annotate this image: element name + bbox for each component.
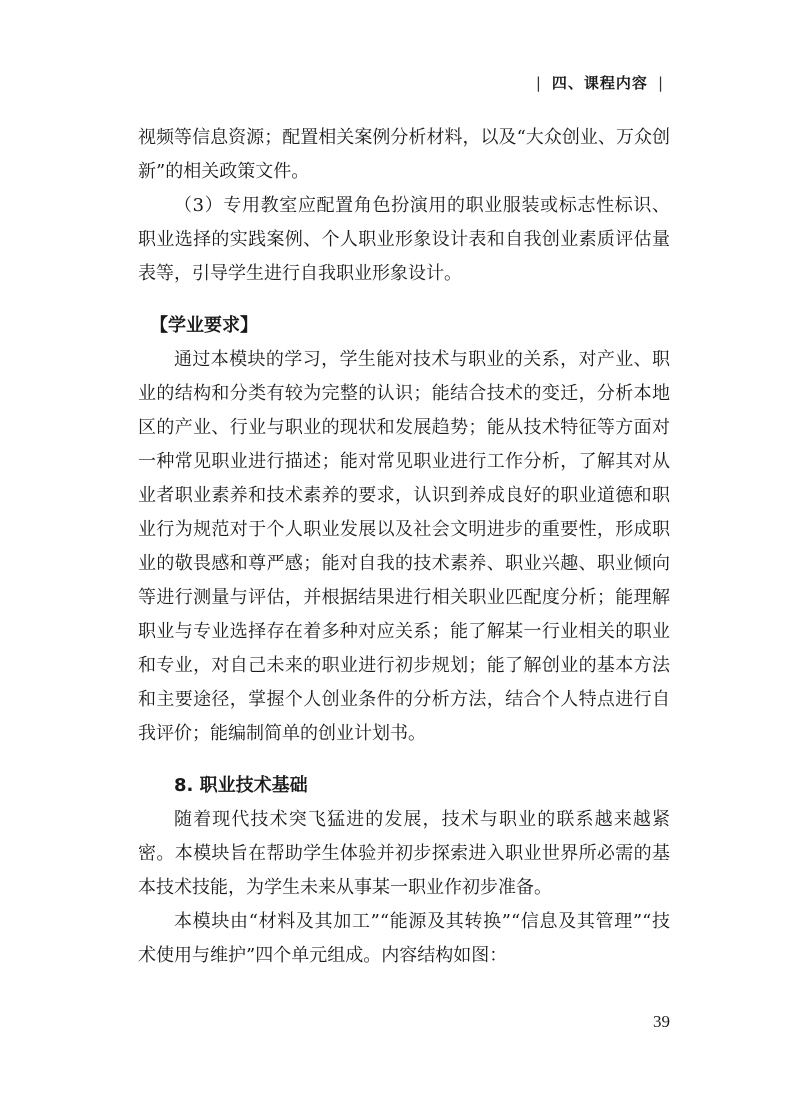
paragraph-module-intro: 随着现代技术突飞猛进的发展，技术与职业的联系越来越紧密。本模块旨在帮助学生体验并初步探索进入职业世界所必需的基本技术技能，为学生未来从事某一职业作初步准备。 [138,809,670,898]
page-body [138,121,670,973]
header-bar-left: | [535,74,542,92]
header-bar-right: | [657,74,664,92]
paragraph-classroom-config: （3）专用教室应配置角色扮演用的职业服装或标志性标识、职业选择的实践案例、个人职业形象设计表和自我创业素质评估量表等，引导学生进行自我职业形象设计。 [138,195,670,284]
heading-academic-requirements: 【学业要求】 [150,315,258,336]
page-number: 39 [653,1012,670,1031]
paragraph-resources-continued: 视频等信息资源；配置相关案例分析材料，以及“大众创业、万众创新”的相关政策文件。 [138,127,670,182]
paragraph-academic-requirements: 通过本模块的学习，学生能对技术与职业的关系，对产业、职业的结构和分类有较为完整的认识；能结合技术的变迁，分析本地区的产业、行业与职业的现状和发展趋势；能从技术特征等方面对一种常见职业进行描述；能对常见职业进行工作分析，了解其对从业者职业素养和技术素养的要求，认识到养成良好的职业道德和职业行为规范对于个人职业发展以及社会文明进步的重要性，形成职业的敬畏感和尊严感；能对自我的技术素养、职业兴趣、职业倾向等进行测量与评估，并根据结果进行相关职业匹配度分析；能理解职业与专业选择存在着多种对应关系；能了解某一行业相关的职业和专业，对自己未来的职业进行初步规划；能了解创业的基本方法和主要途径，掌握个人创业条件的分析方法，结合个人特点进行自我评价；能编制简单的创业计划书。 [138,349,670,744]
paragraph-module-units: 本模块由“材料及其加工”“能源及其转换”“信息及其管理”“技术使用与维护”四个单元组成。内容结构如图： [138,911,670,966]
heading-section-8: 8. 职业技术基础 [174,775,308,796]
header-title: 四、课程内容 [551,74,648,92]
running-header [526,72,674,93]
